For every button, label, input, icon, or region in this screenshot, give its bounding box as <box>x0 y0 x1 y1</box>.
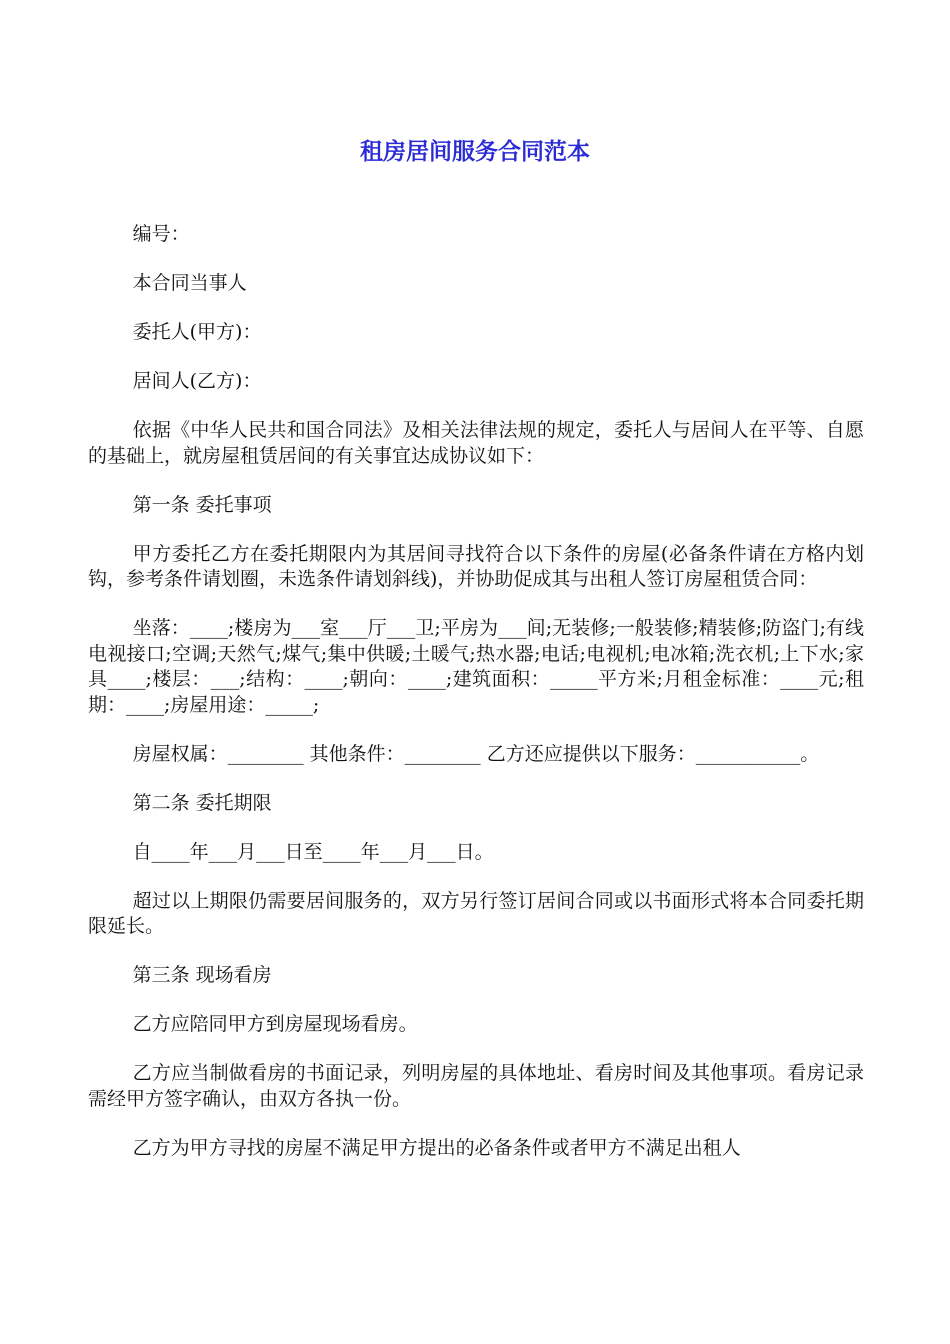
document-body <box>88 222 864 1185</box>
article-1-heading: 第一条 委托事项 <box>132 493 272 516</box>
article-2-heading: 第二条 委托期限 <box>132 791 272 814</box>
preamble-paragraph: 依据《中华人民共和国合同法》及相关法律法规的规定，委托人与居间人在平等、自愿的基础上，就房屋租赁居间的有关事宜达成协议如下： <box>88 419 864 467</box>
viewing-paragraph-1: 乙方应陪同甲方到房屋现场看房。 <box>132 1013 418 1035</box>
party-a-line: 委托人(甲方)： <box>132 321 262 343</box>
party-b-line: 居间人(乙方)： <box>132 370 262 392</box>
article-1-paragraph: 甲方委托乙方在委托期限内为其居间寻找符合以下条件的房屋(必备条件请在方格内划钩，参考条件请划圈，未选条件请划斜线)，并协助促成其与出租人签订房屋租赁合同： <box>88 542 864 590</box>
parties-heading: 本合同当事人 <box>132 272 247 294</box>
property-conditions-paragraph: 坐落：____;楼房为___室___厅___卫;平房为___间;无装修;一般装修;精装修;防盗门;有线电视接口;空调;天然气;煤气;集中供暖;土暖气;热水器;电话;电视机;电冰箱;洗衣机;上下水;家具____;楼层：___;结构：____;朝向：____;建筑面积：_____平方米;月租金标准：____元;租期：____;房屋用途：_____; <box>88 617 864 716</box>
viewing-paragraph-3: 乙方为甲方寻找的房屋不满足甲方提出的必备条件或者甲方不满足出租人 <box>132 1136 741 1159</box>
article-3-heading: 第三条 现场看房 <box>132 964 272 986</box>
document-title: 租房居间服务合同范本 <box>360 139 590 165</box>
term-extension-paragraph: 超过以上期限仍需要居间服务的，双方另行签订居间合同或以书面形式将本合同委托期限延长。 <box>88 889 864 937</box>
contract-number-line: 编号： <box>132 223 190 245</box>
viewing-paragraph-2: 乙方应当制做看房的书面记录，列明房屋的具体地址、看房时间及其他事项。看房记录需经甲方签字确认，由双方各执一份。 <box>88 1062 864 1110</box>
term-dates-line: 自____年___月___日至____年___月___日。 <box>132 840 494 863</box>
property-ownership-paragraph: 房屋权属：________ 其他条件：________ 乙方还应提供以下服务：___________。 <box>132 742 820 765</box>
